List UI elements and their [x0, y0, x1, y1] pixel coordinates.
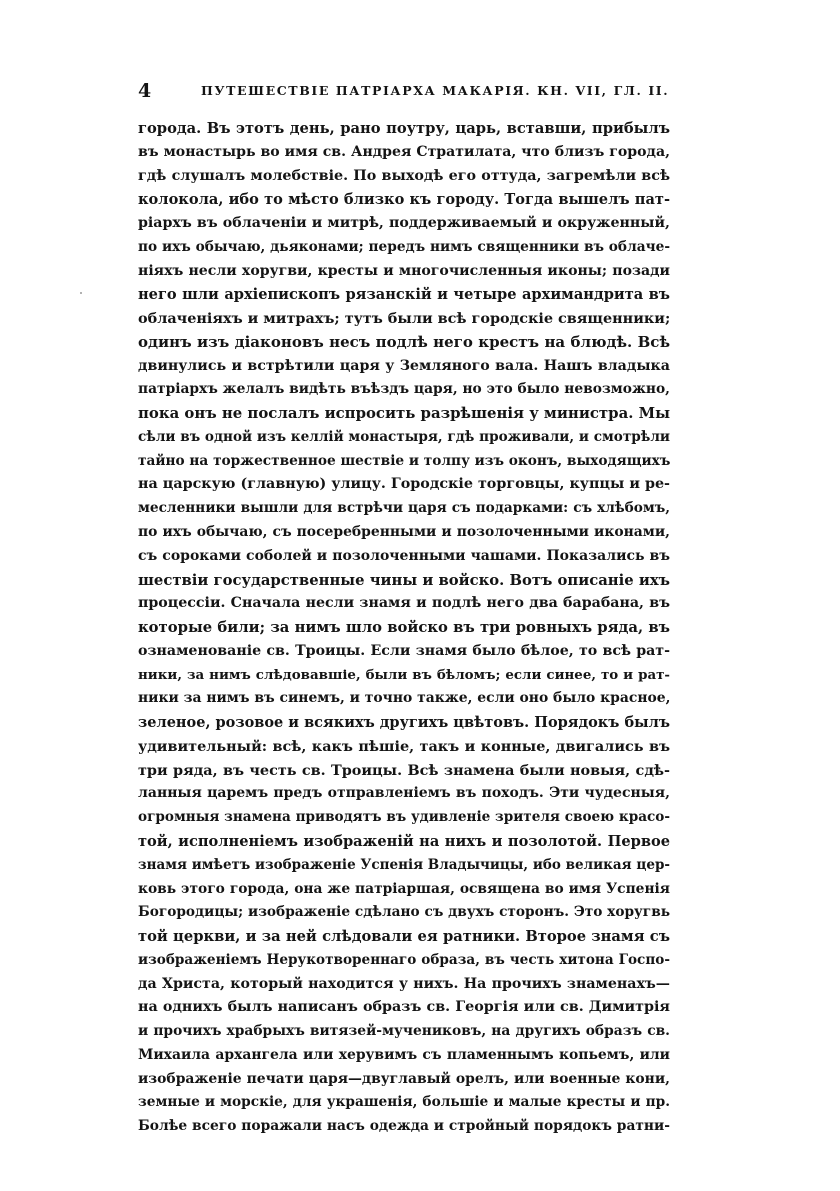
text-line: города. Въ этотъ день, рано поутру, царь, вставши, прибылъ	[138, 120, 670, 137]
text-line: ланныя царемъ предъ отправленіемъ въ походъ. Эти чудесныя,	[138, 785, 670, 802]
text-line: огромныя знамена приводятъ въ удивленіе зрителя своею красо-	[138, 809, 670, 826]
text-line: съ сороками соболей и позолоченными чашами. Показались въ	[138, 547, 670, 564]
text-line: Болѣе всего поражали насъ одежда и стройный порядокъ ратни-	[138, 1118, 670, 1135]
text-line: ознаменованіе св. Троицы. Если знамя было бѣлое, то всѣ рат-	[138, 642, 670, 659]
text-line: пока онъ не послалъ испросить разрѣшенія у министра. Мы	[138, 404, 670, 423]
text-line: на царскую (главную) улицу. Городскіе торговцы, купцы и ре-	[138, 476, 670, 493]
text-line: и прочихъ храбрыхъ витязей-мучениковъ, на другихъ образъ св.	[138, 1023, 670, 1040]
text-line: да Христа, который находится у нихъ. На прочихъ знаменахъ—	[138, 975, 670, 992]
text-line: въ монастырь во имя св. Андрея Стратилата, что близъ города,	[138, 143, 670, 160]
text-line: двинулись и встрѣтили царя у Земляного вала. Нашъ владыка	[138, 357, 670, 374]
text-line: ріархъ въ облаченіи и митрѣ, поддерживаемый и окруженный,	[138, 215, 670, 232]
text-line: изображеніемъ Нерукотвореннаго образа, въ честь хитона Госпо-	[138, 951, 670, 968]
text-line: земные и морскіе, для украшенія, большіе и малые кресты и пр.	[138, 1094, 670, 1111]
text-line: знамя имѣетъ изображеніе Успенія Владычицы, ибо великая цер-	[138, 856, 670, 873]
text-line: по ихъ обычаю, съ посеребренными и позолоченными иконами,	[138, 524, 670, 541]
text-line: той церкви, и за ней слѣдовали ея ратники. Второе знамя съ	[138, 928, 670, 946]
text-line: Михаила архангела или херувимъ съ пламеннымъ копьемъ, или	[138, 1046, 670, 1063]
text-line: тайно на торжественное шествіе и толпу изъ оконъ, выходящихъ	[138, 452, 671, 469]
scan-speck	[80, 292, 82, 294]
text-line: облаченіяхъ и митрахъ; тутъ были всѣ городскіе священники;	[138, 310, 671, 328]
text-line: процессіи. Сначала несли знамя и подлѣ него два барабана, въ	[138, 595, 670, 612]
text-line: него шли архіепископъ рязанскій и четыре архимандрита въ	[138, 286, 670, 304]
text-line: Богородицы; изображеніе сдѣлано съ двухъ сторонъ. Это хоругвь	[138, 904, 670, 921]
text-line: ніяхъ несли хоругви, кресты и многочисленныя иконы; позади	[138, 262, 670, 279]
text-line: гдѣ слушалъ молебствіе. По выходѣ его оттуда, загремѣли всѣ	[138, 167, 670, 184]
text-line: сѣли въ одной изъ келлій монастыря, гдѣ проживали, и смотрѣли	[138, 428, 670, 445]
text-line: патріархъ желалъ видѣть въѣздъ царя, но это было невозможно,	[138, 381, 670, 398]
text-line: ники, за нимъ слѣдовавшіе, были въ бѣломъ; если синее, то и рат-	[138, 666, 670, 683]
body-text	[138, 117, 670, 1139]
text-line: ковь этого города, она же патріаршая, освящена во имя Успенія	[138, 880, 670, 897]
text-line: ники за нимъ въ синемъ, и точно также, если оно было красное,	[138, 690, 671, 707]
text-line: той, исполненіемъ изображеній на нихъ и позолотой. Первое	[138, 832, 670, 850]
text-line: по ихъ обычаю, дьяконами; передъ нимъ священники въ облаче-	[138, 238, 670, 255]
text-line: три ряда, въ честь св. Троицы. Всѣ знамена были новыя, сдѣ-	[138, 761, 670, 779]
text-line: зеленое, розовое и всякихъ другихъ цвѣтовъ. Порядокъ былъ	[138, 714, 670, 732]
text-line: шествіи государственные чины и войско. Вотъ описаніе ихъ	[138, 571, 670, 589]
text-line: одинъ изъ діаконовъ несъ подлѣ него крестъ на блюдѣ. Всѣ	[138, 332, 670, 351]
text-line: которые били; за нимъ шло войско въ три ровныхъ ряда, въ	[138, 619, 670, 637]
text-line: месленники вышли для встрѣчи царя съ подарками: съ хлѣбомъ,	[138, 500, 670, 517]
text-line: удивительный: всѣ, какъ пѣшіе, такъ и конные, двигались въ	[138, 737, 670, 755]
text-line: колокола, ибо то мѣсто близко къ городу. Тогда вышелъ пат-	[138, 191, 670, 209]
text-line: изображеніе печати царя—двуглавый орелъ, или военные кони,	[138, 1070, 670, 1087]
page-header	[138, 80, 698, 104]
page-number: 4	[138, 80, 152, 102]
running-title: ПУТЕШЕСТВІЕ ПАТРІАРХА МАКАРІЯ. КН. VII, ГЛ. II.	[201, 83, 670, 98]
text-line: на однихъ былъ написанъ образъ св. Георгія или св. Димитрія	[138, 999, 670, 1016]
